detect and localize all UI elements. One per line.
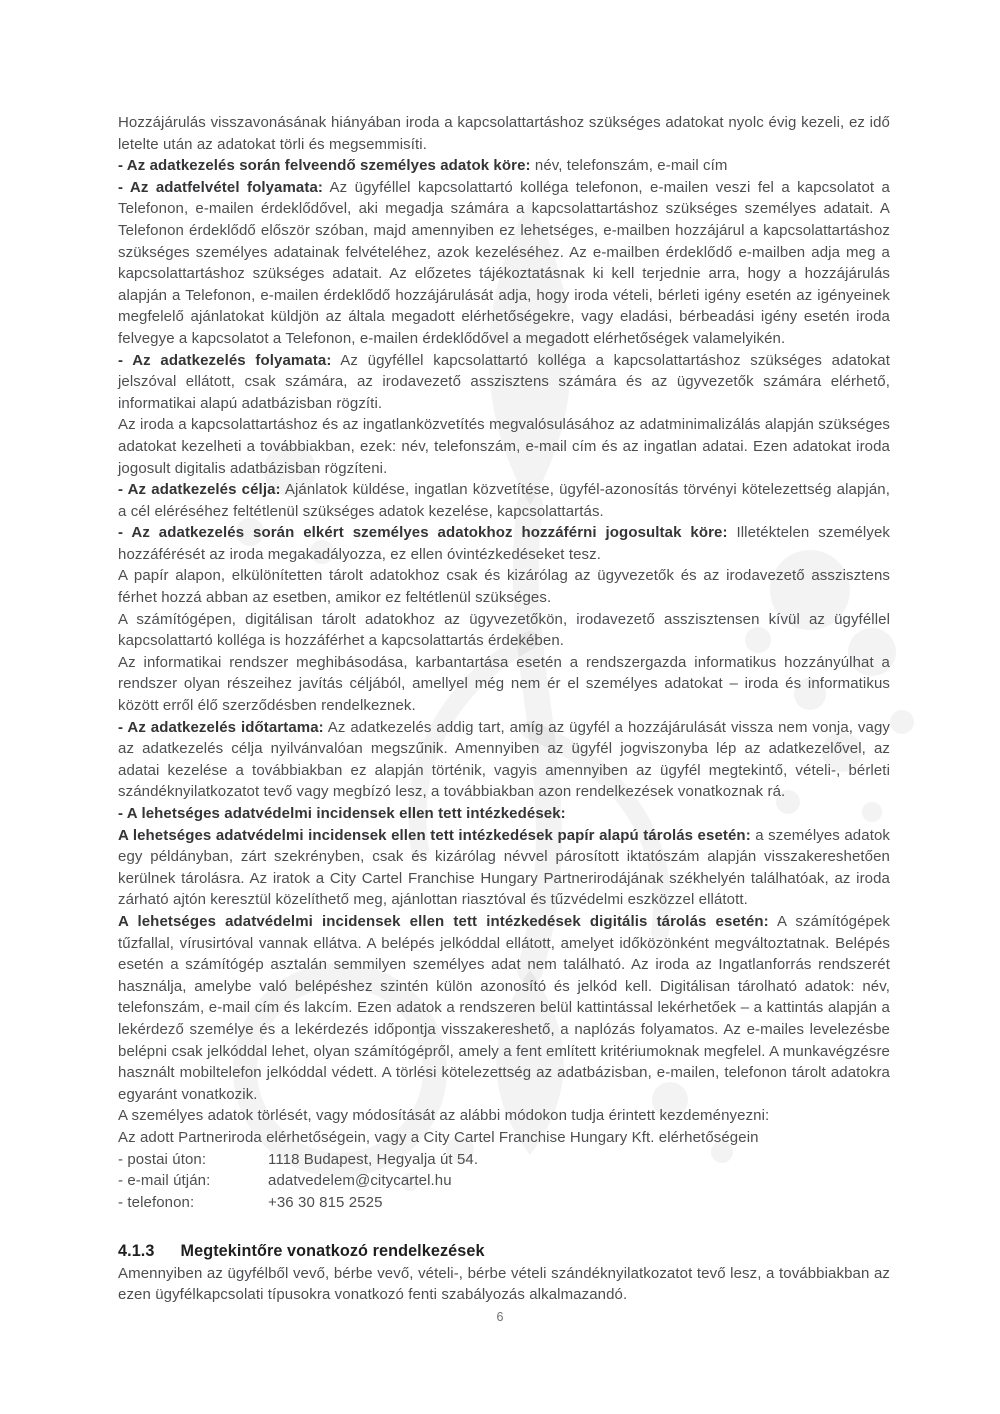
paragraph [118,609,890,652]
paragraph [118,155,890,177]
paragraph [118,177,890,350]
paragraph [118,479,890,522]
paragraph-text: Hozzájárulás visszavonásának hiányában iroda a kapcsolattartáshoz szükséges adatokat nyolc évig kezeli, ez idő letelte után az adatokat törli és megsemmisíti. [118,114,890,153]
paragraph-text: Az adott Partneriroda elérhetőségein, vagy a City Cartel Franchise Hungary Kft. elérhetőségein [118,1128,759,1146]
section-title: Megtekintőre vonatkozó rendelkezések [180,1242,485,1261]
section-number: 4.1.3 [118,1242,155,1261]
paragraph-text: A számítógépek tűzfallal, vírusirtóval vannak ellátva. A belépés jelkóddal ellátott, amelyet időközönként megváltoztatnak. Belépés esetén a számítógép asztalán semmilyen személyes adat nem található. Az iroda az Ingatlanforrás rendszerét használja, amelybe való belépéshez szintén külön azonosító és jelkód kell. Digitálisan tárolható adatok: név, telefonszám, e-mail cím és lakcím. Ezen adatok a rendszeren belül kattintással lekérhetőek – a kattintás alapján a lekérdező személye és a lekérdezés időpontja visszakereshető, a naplózás folyamatos. Az e-mailes levelezésbe belépni csak jelkóddal lehet, olyan számítógépről, amely a fent említett kritériumoknak megfelel. A munkavégzésre használt mobiltelefon jelkóddal védett. A törlési kötelezettség az adatbázisban, e-mailen, telefonon tárolt adatokra egyaránt vonatkozik. [118,912,891,1103]
paragraph-lead: - Az adatkezelés során elkért személyes adatokhoz hozzáférni jogosultak köre: [118,524,728,542]
contact-label: - e-mail útján: [118,1172,211,1190]
paragraph-text: A személyes adatok törlését, vagy módosítását az alábbi módokon tudja érintett kezdeményezni: [118,1107,770,1125]
paragraph-text: a személyes adatok egy példányban, zárt szekrényben, csak és kizárólag névvel párosított iktatószám alapján visszakereshetően kerülnek tárolásra. Az iratok a City Cartel Franchise Hungary Partnerirodájának székhelyén találhatóak, az iroda zárható ajtón keresztül közelíthető meg, ajánlottan riasztóval és tűzvédelmi eszközzel ellátott. [118,826,891,909]
contact-label: - postai úton: [118,1150,207,1168]
contact-value: 1118 Budapest, Hegyalja út 54. [268,1150,479,1168]
section-heading [118,1241,890,1263]
paragraph [118,565,890,608]
paragraph-lead: - Az adatkezelés célja: [118,481,281,499]
document-body [118,112,890,1306]
paragraph-lead: - Az adatkezelés időtartama: [118,718,324,736]
paragraph-text: Az ügyféllel kapcsolattartó kolléga telefonon, e-mailen veszi fel a kapcsolatot a Telefonon, e-mailen érdeklődővel, aki megadja számára a kapcsolattartáshoz szükséges személyes adatait. A Telefonon érdeklődő először szóban, majd amennyiben ez lehetséges, e-mailben hozzájárul a kapcsolattartáshoz szükséges személyes adatainak felvételéhez, azok kezeléséhez. Az e-mailben érdeklődő e-mailben adja meg a kapcsolattartáshoz szükséges adatait. Az előzetes tájékoztatásnak ki kell terjednie arra, hogy a hozzájárulás alapján a Telefonon, e-mailen érdeklődő hozzájárulását adja, hogy iroda vételi, bérleti igény esetén az igényeinek megfelelő ajánlatokat küldjön az általa megadott elérhetőségekre, vagy eladási, bérbeadási igény esetén iroda felvegye a kapcsolatot a Telefonon, e-mailen érdeklődővel a megadott elérhetőségek valamelyikén. [118,178,890,347]
paragraph-lead: - Az adatfelvétel folyamata: [118,178,323,196]
paragraph [118,1263,890,1306]
paragraph-text: név, telefonszám, e-mail cím [530,157,728,175]
paragraph [118,825,890,911]
paragraph-text: Az adatkezelés addig tart, amíg az ügyfél a hozzájárulását vissza nem vonja, vagy az adatkezelés célja nyilvánvalóan megszűnik. Amennyiben az ügyfél jogviszonyba lép az adatkezelővel, az adatai kezelése a továbbiakban ez alapján történik, vagyis amennyiben az ügyfél megtekintő, vételi-, bérleti szándéknyilatkozatot tevő vagy megbízó lesz, a továbbiakban azon rendelkezések vonatkoznak rá. [118,718,890,801]
page-number: 6 [496,1310,504,1324]
paragraph [118,350,890,415]
paragraph-text: Az ügyféllel kapcsolattartó kolléga a kapcsolattartáshoz szükséges adatokat jelszóval ellátott, csak számára, az irodavezető asszisztens számára és az ügyvezetők számára elérhető, informatikai alapú adatbázisban rögzíti. [118,351,890,412]
paragraph [118,1127,890,1149]
paragraph [118,1105,890,1127]
contact-row-postal [118,1149,890,1171]
paragraph-lead: - Az adatkezelés folyamata: [118,351,332,369]
paragraph-text: A számítógépen, digitálisan tárolt adatokhoz az ügyvezetőkön, irodavezető asszisztensen kívül az ügyféllel kapcsolattartó kolléga is hozzáférhet a kapcsolattartás érdekében. [118,610,890,650]
paragraph-lead: - A lehetséges adatvédelmi incidensek ellen tett intézkedések: [118,805,566,822]
paragraph [118,803,890,825]
contact-row-phone [118,1192,890,1214]
paragraph [118,414,890,479]
paragraph [118,911,890,1105]
paragraph-lead: A lehetséges adatvédelmi incidensek ellen tett intézkedések digitális tárolás esetén: [118,912,769,930]
paragraph-text: Az informatikai rendszer meghibásodása, karbantartása esetén a rendszergazda informatikus hozzányúlhat a rendszer olyan részeihez javítás céljából, amellyel még nem ér el személyes adatokat – iroda és informatikus között erről élő szerződésben rendelkeznek. [118,653,890,715]
paragraph-text: A papír alapon, elkülönítetten tárolt adatokhoz csak és kizárólag az ügyvezetők és az irodavezető asszisztens férhet hozzá abban az esetben, amikor ez feltétlenül szükséges. [118,567,890,607]
paragraph-text: Illetéktelen személyek hozzáférését az iroda megakadályozza, ez ellen óvintézkedéseket tesz. [118,524,890,563]
paragraph [118,652,890,717]
paragraph-text: Az iroda a kapcsolattartáshoz és az ingatlanközvetítés megvalósulásához az adatminimalizálás alapján szükséges adatokat kezelheti a továbbiakban, ezek: név, telefonszám, e-mail cím és az ingatlan adatai. Ezen adatokat iroda jogosult digitalis adatbázisban rögzíteni. [118,416,890,477]
paragraph-lead: A lehetséges adatvédelmi incidensek ellen tett intézkedések papír alapú tárolás esetén: [118,826,751,844]
contact-value: adatvedelem@citycartel.hu [268,1172,452,1190]
paragraph-text: Ajánlatok küldése, ingatlan közvetítése, ügyfél-azonosítás törvényi kötelezettség alapján, a cél eléréséhez feltétlenül szükséges adatok kezelése, kapcsolattartás. [118,481,890,520]
contact-label: - telefonon: [118,1193,195,1211]
paragraph [118,522,890,565]
contact-row-email [118,1170,890,1192]
paragraph-text: Amennyiben az ügyfélből vevő, bérbe vevő, vételi-, bérbe vételi szándéknyilatkozatot tevő lesz, a továbbiakban az ezen ügyfélkapcsolati típusokra vonatkozó fenti szabályozás alkalmazandó. [118,1264,890,1304]
paragraph [118,717,890,803]
paragraph [118,112,890,155]
contact-value: +36 30 815 2525 [268,1193,383,1211]
paragraph-lead: - Az adatkezelés során felveendő személyes adatok köre: [118,157,531,175]
